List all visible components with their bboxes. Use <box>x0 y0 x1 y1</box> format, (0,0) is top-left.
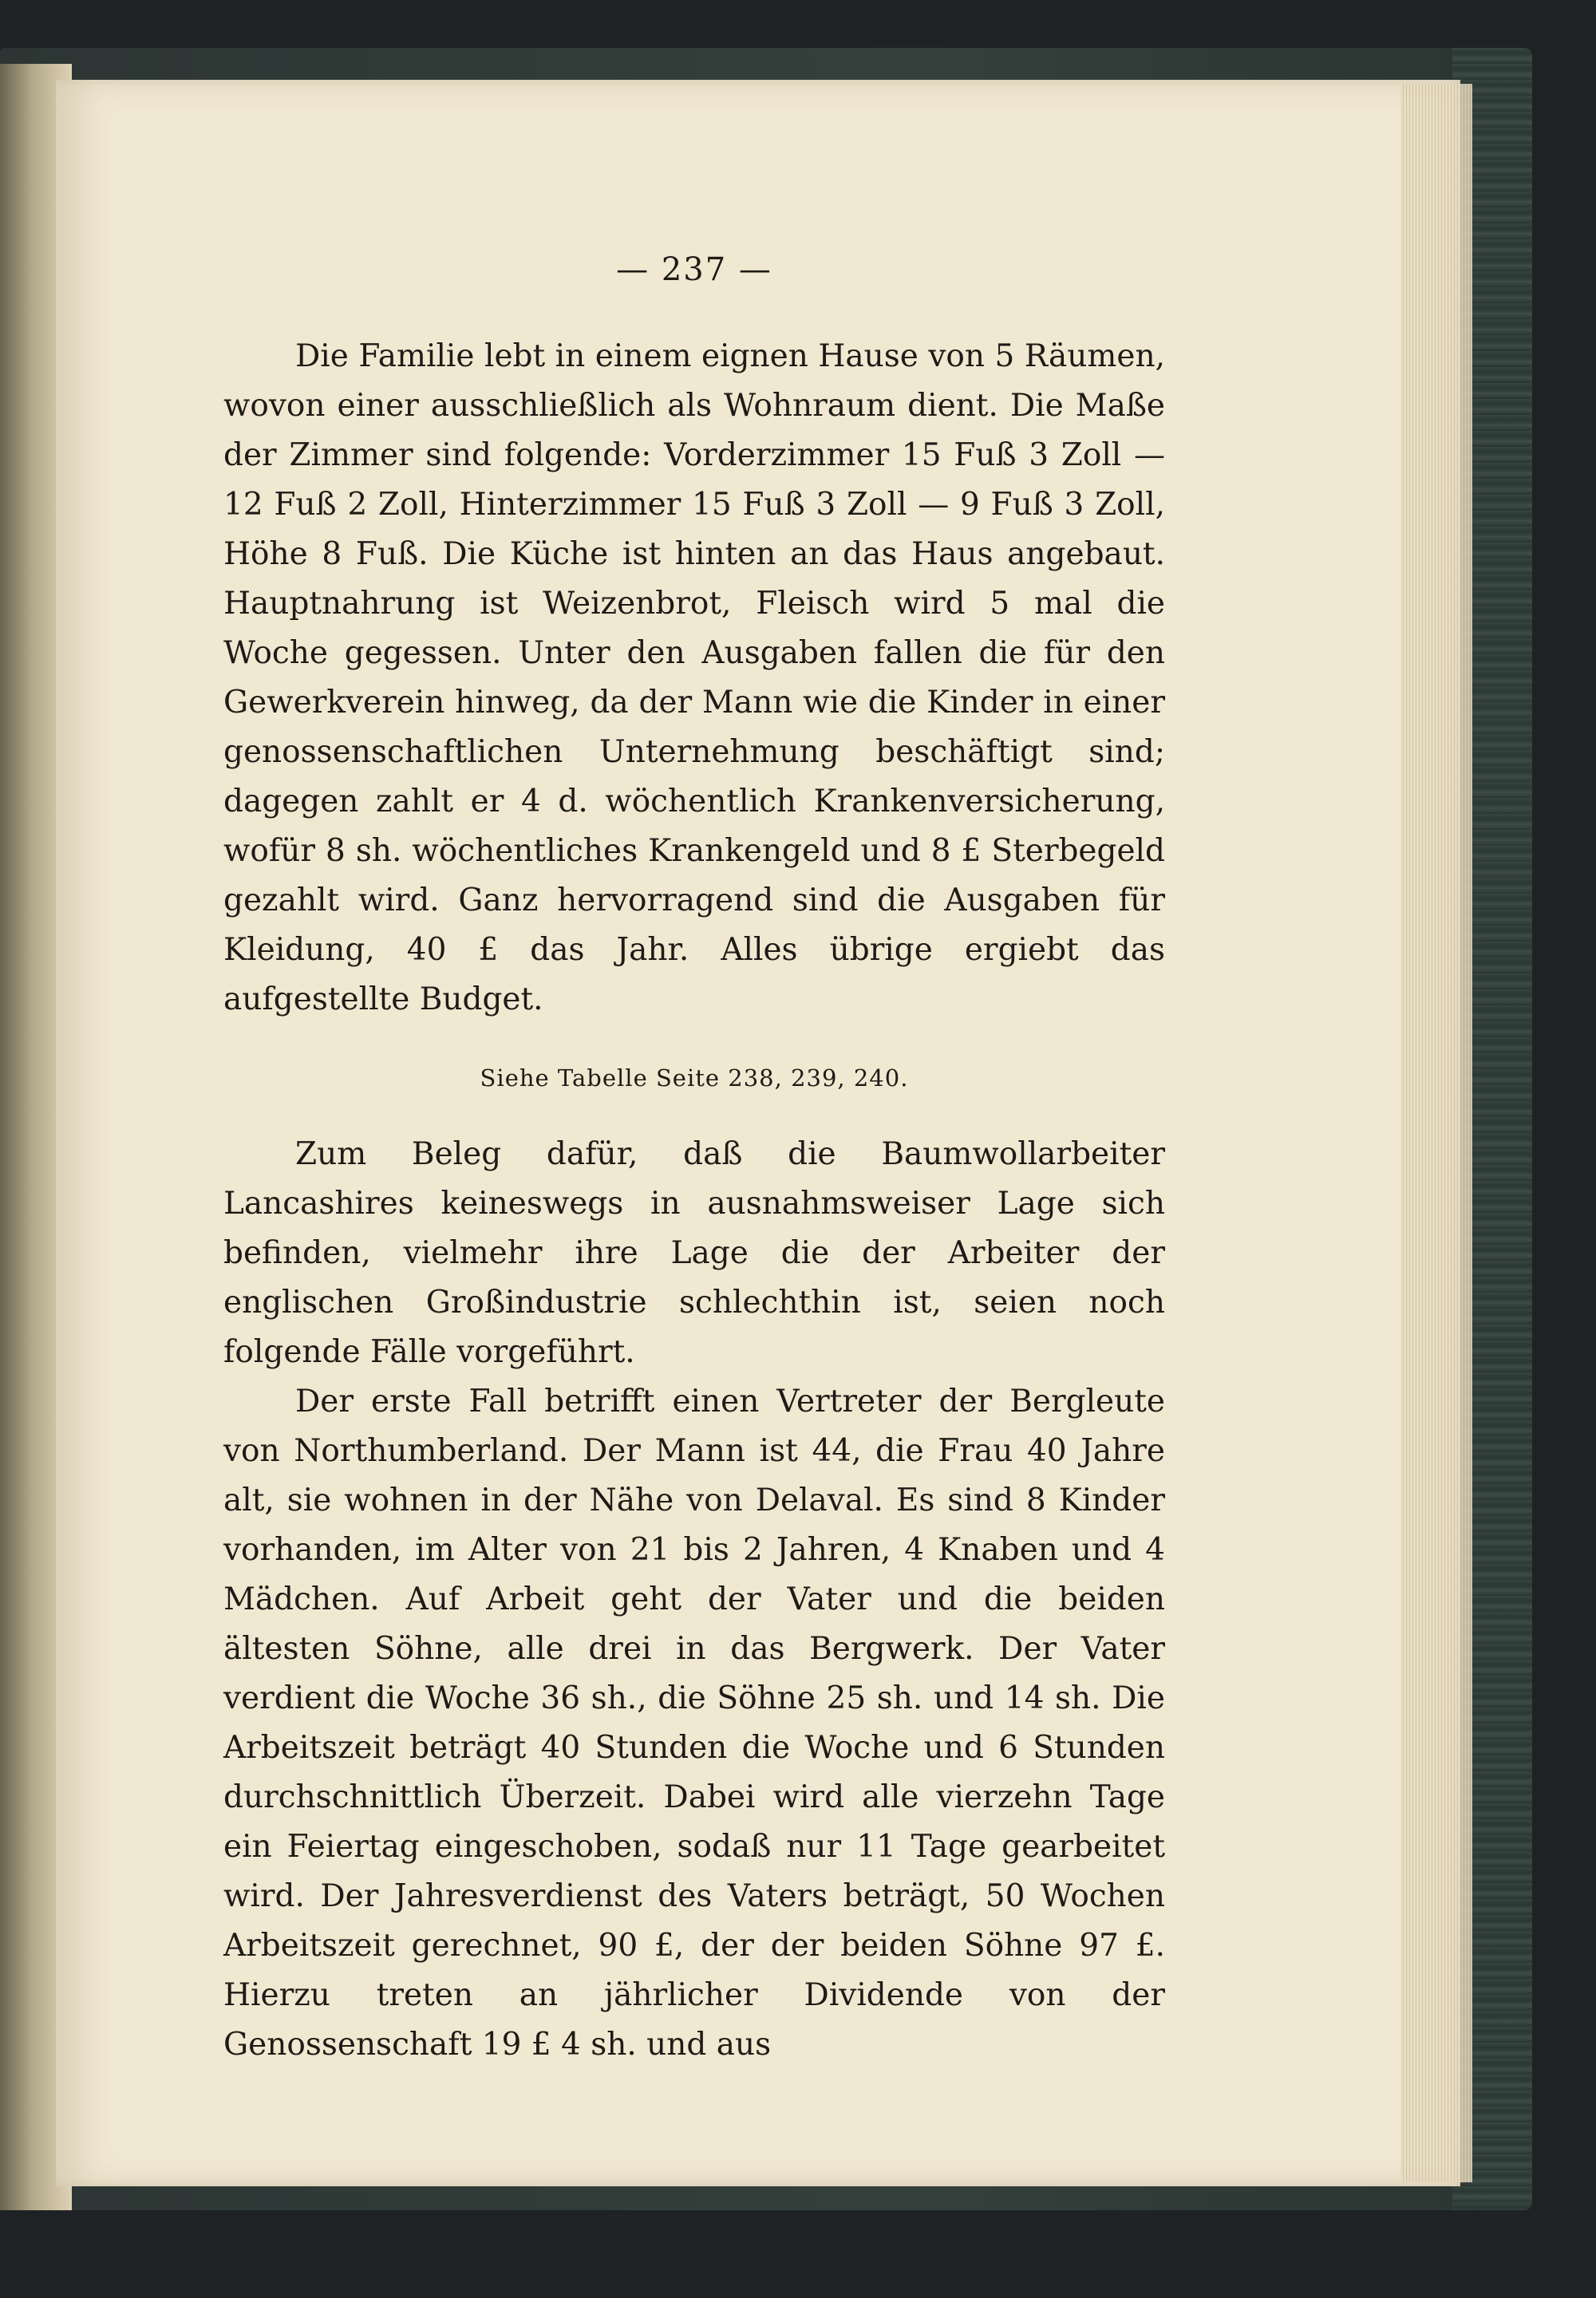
page-content <box>223 251 1165 2070</box>
paragraph-family-housing: Die Familie lebt in einem eignen Hause von 5 Räumen, wovon einer ausschließlich als Wohnraum dient. Die Maße der Zimmer sind folgende: Vorderzimmer 15 Fuß 3 Zoll — 12 Fuß 2 Zoll, Hinterzimmer 15 Fuß 3 Zoll — 9 Fuß 3 Zoll, Höhe 8 Fuß. Die Küche ist hinten an das Haus angebaut. Hauptnahrung ist Weizenbrot, Fleisch wird 5 mal die Woche gegessen. Unter den Ausgaben fallen die für den Gewerkverein hinweg, da der Mann wie die Kinder in einer genossenschaftlichen Unternehmung beschäftigt sind; dagegen zahlt er 4 d. wöchentlich Krankenversicherung, wofür 8 sh. wöchentliches Krankengeld und 8 £ Sterbegeld gezahlt wird. Ganz hervorragend sind die Ausgaben für Kleidung, 40 £ das Jahr. Alles übrige ergiebt das aufgestellte Budget. <box>223 338 1165 1017</box>
page-number: — 237 — <box>616 251 772 288</box>
table-reference: Siehe Tabelle Seite 238, 239, 240. <box>480 1064 909 1092</box>
paragraph-first-case: Der erste Fall betrifft einen Vertreter der Bergleute von Northumberland. Der Mann ist 44, die Frau 40 Jahre alt, sie wohnen in der Nähe von Delaval. Es sind 8 Kinder vorhanden, im Alter von 21 bis 2 Jahren, 4 Knaben und 4 Mädchen. Auf Arbeit geht der Vater und die beiden ältesten Söhne, alle drei in das Bergwerk. Der Vater verdient die Woche 36 sh., die Söhne 25 sh. und 14 sh. Die Arbeitszeit beträgt 40 Stunden die Woche und 6 Stunden durchschnittlich Überzeit. Dabei wird alle vierzehn Tage ein Feiertag eingeschoben, sodaß nur 11 Tage gearbeitet wird. Der Jahresverdienst des Vaters beträgt, 50 Wochen Arbeitszeit gerechnet, 90 £, der der beiden Söhne 97 £. Hierzu treten an jährlicher Dividende von der Genossenschaft 19 £ 4 sh. und aus <box>223 1384 1165 2063</box>
page-edges <box>1400 84 1472 2182</box>
paragraph-evidence: Zum Beleg dafür, daß die Baumwollarbeiter Lancashires keineswegs in ausnahmsweiser Lage sich befinden, vielmehr ihre Lage die der Arbeiter der englischen Großindustrie schlechthin ist, seien noch folgende Fälle vorgeführt. <box>223 1136 1165 1370</box>
